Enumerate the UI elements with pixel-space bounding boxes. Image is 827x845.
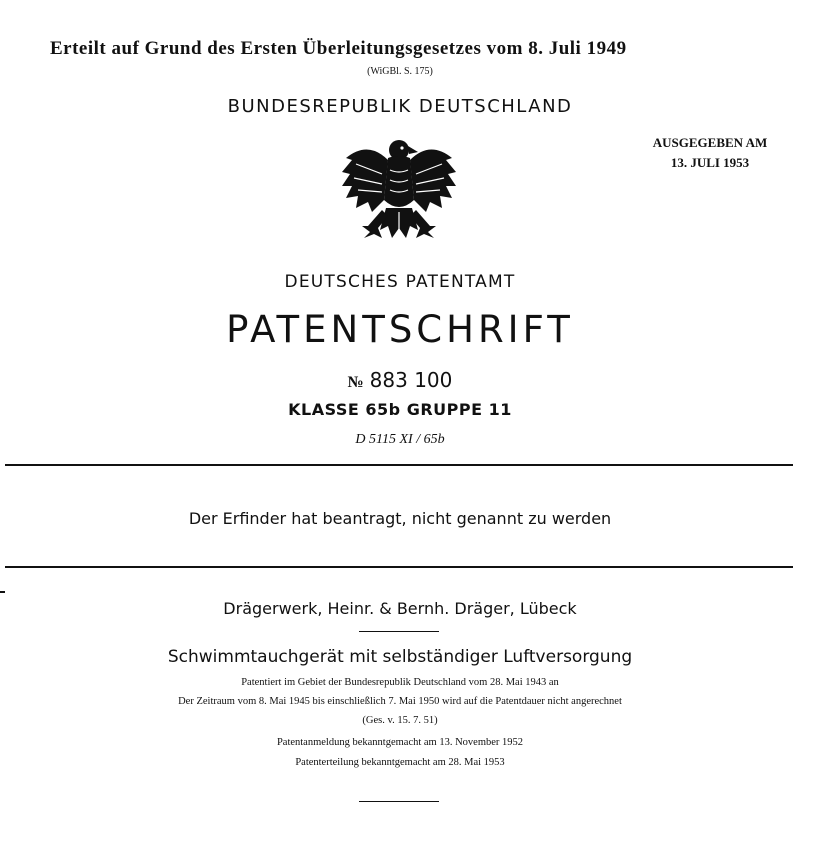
short-divider-1 bbox=[359, 631, 439, 632]
issued-date: 13. JULI 1953 bbox=[670, 155, 750, 170]
divider-middle bbox=[5, 566, 793, 568]
detail-line-3: (Ges. v. 15. 7. 51) bbox=[362, 715, 438, 726]
applicant-name: Drägerwerk, Heinr. & Bernh. Dräger, Lübeck bbox=[223, 599, 577, 618]
granted-reference: (WiGBl. S. 175) bbox=[367, 66, 433, 77]
short-divider-2 bbox=[359, 801, 439, 802]
detail-line-1: Patentiert im Gebiet der Bundesrepublik Deutschland vom 28. Mai 1943 an bbox=[241, 677, 559, 688]
detail-line-4: Patentanmeldung bekanntgemacht am 13. November 1952 bbox=[276, 737, 524, 748]
country-heading: BUNDESREPUBLIK DEUTSCHLAND bbox=[227, 96, 573, 117]
detail-line-2: Der Zeitraum vom 8. Mai 1945 bis einschließlich 7. Mai 1950 wird auf die Patentdauer nicht angerechnet bbox=[178, 696, 622, 707]
invention-title: Schwimmtauchgerät mit selbständiger Luftversorgung bbox=[167, 647, 633, 667]
class-group-line: KLASSE 65b GRUPPE 11 bbox=[288, 400, 512, 419]
granted-line: Erteilt auf Grund des Ersten Überleitungsgesetzes vom 8. Juli 1949 bbox=[50, 38, 627, 59]
detail-line-5: Patenterteilung bekanntgemacht am 28. Mai 1953 bbox=[295, 757, 505, 768]
margin-mark bbox=[0, 591, 5, 593]
document-title: PATENTSCHRIFT bbox=[226, 308, 574, 351]
office-heading: DEUTSCHES PATENTAMT bbox=[284, 272, 516, 292]
divider-top bbox=[5, 464, 793, 466]
issued-label: AUSGEGEBEN AM bbox=[652, 135, 768, 150]
file-reference: D 5115 XI / 65b bbox=[355, 432, 445, 447]
federal-eagle-icon bbox=[338, 130, 460, 248]
patent-number-line bbox=[0, 368, 800, 392]
patent-number: 883 100 bbox=[369, 368, 453, 392]
number-symbol: № bbox=[347, 374, 364, 391]
inventor-note: Der Erfinder hat beantragt, nicht genannt zu werden bbox=[188, 509, 612, 528]
issued-block bbox=[630, 133, 790, 173]
